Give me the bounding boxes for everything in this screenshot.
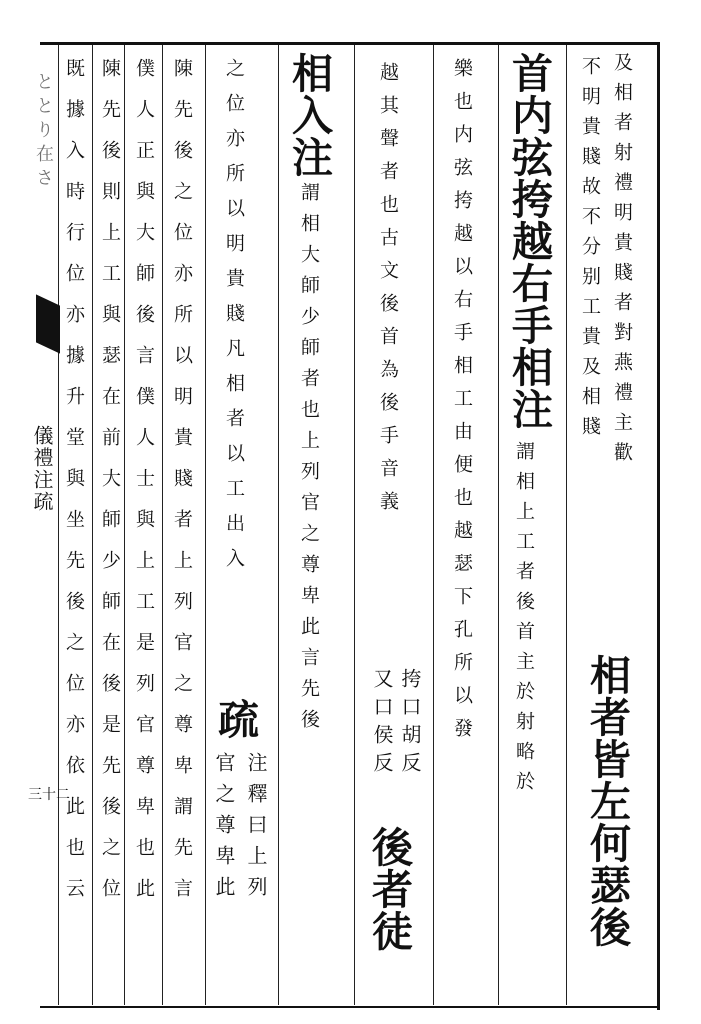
fishtail-mark [36,294,60,353]
text-column: 不明貴賤故不分别工貴及相賤 [579,56,601,446]
side-mark: ととり在さ [33,72,54,192]
book-title: 儀禮注疏 [30,425,54,513]
text-column: 謂相上工者後首主於射略於 [513,441,535,801]
commentary-column: 僕人正與大師後言僕人士與上工是列官尊卑也此 [133,58,155,919]
column-rule [162,45,163,1005]
text-column-large: 首内弦挎越右手相注 [505,52,553,430]
pronunciation-note: 又口侯反 [370,668,394,780]
commentary-note: 注釋曰上列 [244,752,268,907]
commentary-note: 官之尊卑此 [212,752,236,907]
column-rule [92,45,93,1005]
text-column: 越其聲者也古文後首為後手音義 [377,62,399,524]
text-column-large: 相入注 [285,52,333,178]
text-column-large: 疏 [211,698,259,740]
folio-number: 三十二 [28,787,70,803]
frame-top-border [40,42,660,45]
column-rule [354,45,355,1005]
column-rule [566,45,567,1005]
pronunciation-note: 挎口胡反 [398,668,422,780]
column-rule [205,45,206,1005]
column-rule [124,45,125,1005]
text-column: 及相者射禮明貴賤者對燕禮主歡 [611,52,633,472]
text-column: 之位亦所以明貴賤凡相者以工出入 [223,58,245,583]
commentary-column: 既據入時行位亦據升堂與坐先後之位亦依此也云 [63,58,85,919]
column-rule [433,45,434,1005]
commentary-column: 陳先後則上工與瑟在前大師少師在後是先後之位 [99,58,121,919]
frame-right-border [657,42,660,1010]
column-rule [278,45,279,1005]
column-rule [498,45,499,1005]
text-column-large: 相者皆左何瑟後 [583,654,631,948]
frame-bottom-border [40,1006,660,1008]
text-column: 樂也内弦挎越以右手相工由便也越瑟下孔所以發 [451,58,473,751]
column-rule [58,45,59,1005]
text-column: 謂相大師少師者也上列官之尊卑此言先後 [298,182,320,740]
commentary-column: 陳先後之位亦所以明貴賤者上列官之尊卑謂先言 [171,58,193,919]
text-column-large: 後者徒 [365,826,413,952]
